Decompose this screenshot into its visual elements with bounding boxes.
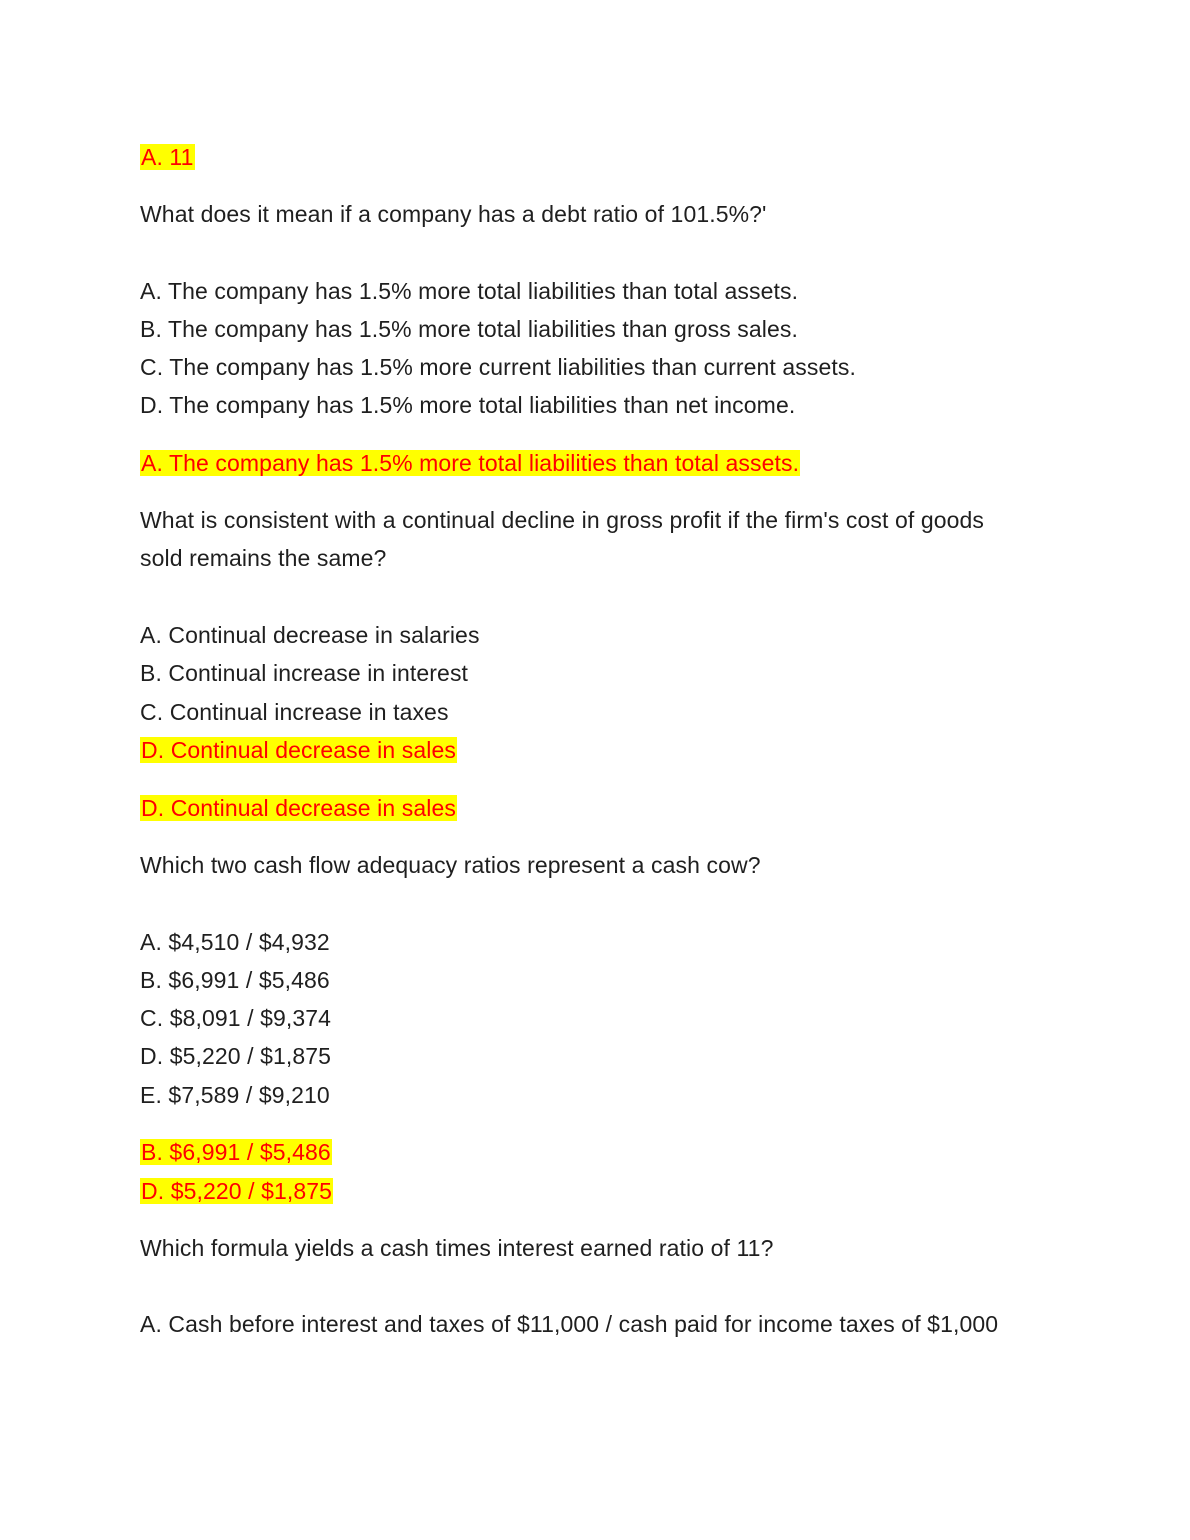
question-1-answer: A. The company has 1.5% more total liabilities than total assets. [141, 450, 800, 476]
question-3-answer-2: D. $5,220 / $1,875 [141, 1178, 333, 1204]
question-2: What is consistent with a continual decline in gross profit if the firm's cost of goods sold remains the same? [140, 507, 985, 571]
question-3-option-b: B. $6,991 / $5,486 [140, 967, 330, 993]
question-3-option-a: A. $4,510 / $4,932 [140, 929, 330, 955]
question-4-option-a: A. Cash before interest and taxes of $11,000 / cash paid for income taxes of $1,000 [140, 1311, 999, 1337]
question-2-option-d: D. Continual decrease in sales [141, 737, 456, 763]
question-1-option-a: A. The company has 1.5% more total liabilities than total assets. [140, 278, 799, 304]
question-4: Which formula yields a cash times interest earned ratio of 11? [140, 1235, 774, 1261]
question-3: Which two cash flow adequacy ratios represent a cash cow? [140, 852, 761, 878]
question-3-option-c: C. $8,091 / $9,374 [140, 1005, 332, 1031]
question-2-option-b: B. Continual increase in interest [140, 660, 469, 686]
question-2-option-c: C. Continual increase in taxes [140, 699, 449, 725]
question-1-option-c: C. The company has 1.5% more current liabilities than current assets. [140, 354, 856, 380]
question-2-option-a: A. Continual decrease in salaries [140, 622, 480, 648]
question-1-option-b: B. The company has 1.5% more total liabilities than gross sales. [140, 316, 798, 342]
question-3-option-d: D. $5,220 / $1,875 [140, 1043, 332, 1069]
question-3-answer-1: B. $6,991 / $5,486 [141, 1139, 331, 1165]
previous-answer: A. 11 [141, 144, 194, 170]
question-1-option-d: D. The company has 1.5% more total liabilities than net income. [140, 392, 796, 418]
question-1: What does it mean if a company has a debt ratio of 101.5%?' [140, 201, 767, 227]
question-3-option-e: E. $7,589 / $9,210 [140, 1082, 330, 1108]
question-2-answer: D. Continual decrease in sales [141, 795, 456, 821]
